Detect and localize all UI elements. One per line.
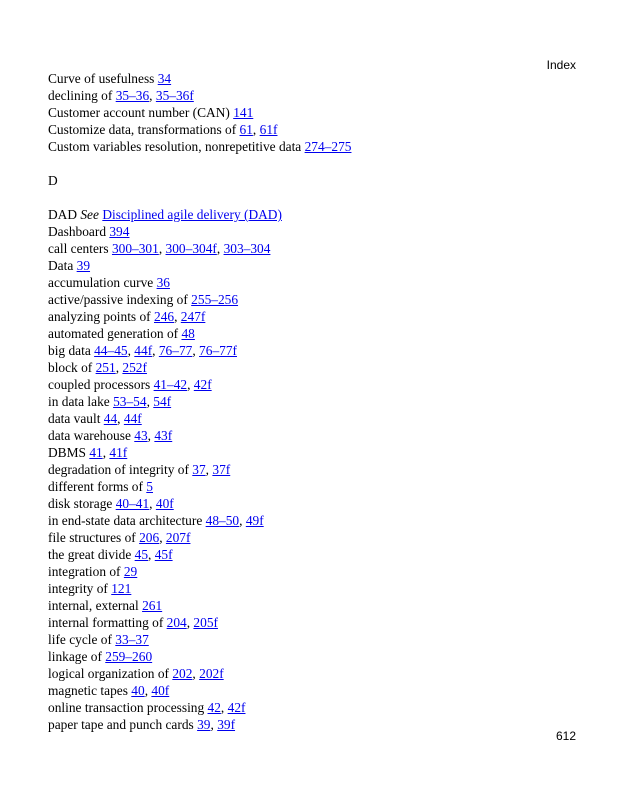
entry-term: paper tape and punch cards bbox=[48, 717, 198, 732]
index-entry: file structures of 206, 207f bbox=[48, 530, 191, 545]
page-link[interactable]: 76–77f bbox=[199, 343, 237, 358]
page-link[interactable]: 39f bbox=[217, 717, 236, 732]
page-link[interactable]: 259–260 bbox=[105, 649, 153, 664]
entry-term: the great divide bbox=[48, 547, 135, 562]
page-link[interactable]: 251 bbox=[95, 360, 116, 375]
entry-term: block of bbox=[48, 360, 96, 375]
index-entry: degradation of integrity of 37, 37f bbox=[48, 462, 231, 477]
entry-term: online transaction processing bbox=[48, 700, 208, 715]
page-link[interactable]: 202f bbox=[199, 666, 224, 681]
page-link[interactable]: 121 bbox=[111, 581, 132, 596]
page-link[interactable]: 45 bbox=[134, 547, 149, 562]
page-link[interactable]: 40f bbox=[155, 496, 174, 511]
entry-term: different forms of bbox=[48, 479, 147, 494]
page-link[interactable]: 205f bbox=[193, 615, 218, 630]
entry-term: Data bbox=[48, 258, 77, 273]
index-entry: the great divide 45, 45f bbox=[48, 547, 173, 562]
page-link[interactable]: 35–36 bbox=[115, 88, 150, 103]
entry-term: Dashboard bbox=[48, 224, 110, 239]
blank-line bbox=[48, 155, 588, 172]
entry-term: analyzing points of bbox=[48, 309, 154, 324]
see-reference-label: See bbox=[80, 207, 99, 222]
page-link[interactable]: 44f bbox=[123, 411, 142, 426]
page-link[interactable]: 246 bbox=[154, 309, 175, 324]
entry-term: internal, external bbox=[48, 598, 143, 613]
page-link[interactable]: 39 bbox=[197, 717, 211, 732]
page-number: 612 bbox=[555, 729, 576, 743]
entry-term: Custom variables resolution, nonrepetitive data bbox=[48, 139, 305, 154]
entry-term: DAD bbox=[48, 207, 81, 222]
page-link[interactable]: 303–304 bbox=[223, 241, 271, 256]
index-entry: DBMS 41, 41f bbox=[48, 445, 128, 460]
entry-term: data vault bbox=[48, 411, 104, 426]
page-link[interactable]: 141 bbox=[233, 105, 254, 120]
entry-term: Customize data, transformations of bbox=[48, 122, 240, 137]
index-entry: internal formatting of 204, 205f bbox=[48, 615, 218, 630]
page-link[interactable]: 39 bbox=[76, 258, 91, 273]
page-link[interactable]: 40f bbox=[151, 683, 170, 698]
page-link[interactable]: 61 bbox=[239, 122, 253, 137]
page-link[interactable]: 45f bbox=[154, 547, 173, 562]
page-link[interactable]: 35–36f bbox=[155, 88, 194, 103]
section-letter bbox=[48, 172, 588, 189]
entry-term: coupled processors bbox=[48, 377, 154, 392]
index-entry: in end-state data architecture 48–50, 49f bbox=[48, 513, 264, 528]
entry-term: accumulation curve bbox=[48, 275, 157, 290]
index-entry bbox=[48, 648, 588, 665]
index-entry: paper tape and punch cards 39, 39f bbox=[48, 717, 236, 732]
index-entry bbox=[48, 631, 588, 648]
index-entry: data vault 44, 44f bbox=[48, 411, 142, 426]
entry-term: active/passive indexing of bbox=[48, 292, 192, 307]
page-link[interactable]: 261 bbox=[142, 598, 163, 613]
index-entry: disk storage 40–41, 40f bbox=[48, 496, 174, 511]
page-link[interactable]: 53–54 bbox=[113, 394, 147, 409]
page-link[interactable]: 48 bbox=[181, 326, 195, 341]
entry-term: data warehouse bbox=[48, 428, 135, 443]
page-link[interactable]: 202 bbox=[172, 666, 193, 681]
entry-term: in end-state data architecture bbox=[48, 513, 206, 528]
page-link[interactable]: 43f bbox=[154, 428, 173, 443]
page-link[interactable]: 29 bbox=[123, 564, 138, 579]
entry-term: Curve of usefulness bbox=[48, 71, 158, 86]
page-link[interactable]: 41–42 bbox=[153, 377, 188, 392]
page-link[interactable]: 300–304f bbox=[165, 241, 217, 256]
index-entry: call centers 300–301, 300–304f, 303–304 bbox=[48, 241, 271, 256]
index-entry bbox=[48, 325, 588, 342]
entry-term: integrity of bbox=[48, 581, 112, 596]
page-link[interactable]: 394 bbox=[109, 224, 130, 239]
page-link[interactable]: 48–50 bbox=[205, 513, 240, 528]
index-entry bbox=[48, 138, 588, 155]
index-entry: block of 251, 252f bbox=[48, 360, 147, 375]
page-link[interactable]: 5 bbox=[146, 479, 153, 494]
page-link[interactable]: 54f bbox=[153, 394, 172, 409]
index-entry: big data 44–45, 44f, 76–77, 76–77f bbox=[48, 343, 237, 358]
page-link[interactable]: 44f bbox=[134, 343, 153, 358]
page-link[interactable]: 252f bbox=[122, 360, 147, 375]
index-entry: coupled processors 41–42, 42f bbox=[48, 377, 212, 392]
entry-term: disk storage bbox=[48, 496, 116, 511]
index-entry: declining of 35–36, 35–36f bbox=[48, 88, 194, 103]
index-entry: online transaction processing 42, 42f bbox=[48, 700, 246, 715]
page-link[interactable]: 204 bbox=[166, 615, 187, 630]
page-link[interactable]: 206 bbox=[139, 530, 160, 545]
entry-term: logical organization of bbox=[48, 666, 173, 681]
entry-term: linkage of bbox=[48, 649, 106, 664]
index-entry bbox=[48, 70, 588, 87]
page-link[interactable]: 37f bbox=[212, 462, 231, 477]
page-link[interactable]: 44–45 bbox=[94, 343, 128, 358]
page-link[interactable]: 49f bbox=[245, 513, 264, 528]
index-entry bbox=[48, 104, 588, 121]
index-entry bbox=[48, 206, 588, 223]
page-link[interactable]: 34 bbox=[157, 71, 172, 86]
page-link[interactable]: 37 bbox=[192, 462, 206, 477]
page-link[interactable]: 36 bbox=[156, 275, 170, 290]
index-entry bbox=[48, 580, 588, 597]
entry-term: life cycle of bbox=[48, 632, 116, 647]
index-entry bbox=[48, 291, 588, 308]
page-link[interactable]: 41f bbox=[109, 445, 128, 460]
entry-term: D bbox=[48, 173, 58, 188]
entry-term: declining of bbox=[48, 88, 116, 103]
page-link[interactable]: 33–37 bbox=[115, 632, 149, 647]
entry-term: automated generation of bbox=[48, 326, 182, 341]
index-entry: data warehouse 43, 43f bbox=[48, 428, 173, 443]
index-entry bbox=[48, 257, 588, 274]
entry-term: big data bbox=[48, 343, 95, 358]
page-link[interactable]: 61f bbox=[259, 122, 278, 137]
entry-term: magnetic tapes bbox=[48, 683, 132, 698]
page-link[interactable]: 300–301 bbox=[111, 241, 159, 256]
entry-term: integration of bbox=[48, 564, 124, 579]
page-link[interactable]: 255–256 bbox=[191, 292, 239, 307]
index-entry: Customize data, transformations of 61, 61f bbox=[48, 122, 278, 137]
entry-term: call centers bbox=[48, 241, 112, 256]
page-link[interactable]: 42 bbox=[207, 700, 221, 715]
index-entry bbox=[48, 223, 588, 240]
index-entry: analyzing points of 246, 247f bbox=[48, 309, 206, 324]
blank-line bbox=[48, 189, 588, 206]
index-entry bbox=[48, 478, 588, 495]
page-link[interactable]: 76–77 bbox=[158, 343, 193, 358]
entry-term: in data lake bbox=[48, 394, 114, 409]
page-link[interactable]: 40 bbox=[131, 683, 145, 698]
page-link[interactable]: 40–41 bbox=[115, 496, 150, 511]
entry-term: Customer account number (CAN) bbox=[48, 105, 234, 120]
index-entries bbox=[48, 70, 588, 733]
page-link[interactable]: 42f bbox=[227, 700, 246, 715]
index-entry bbox=[48, 563, 588, 580]
index-entry bbox=[48, 274, 588, 291]
index-entry bbox=[48, 597, 588, 614]
page-link[interactable]: 44 bbox=[103, 411, 118, 426]
entry-term: internal formatting of bbox=[48, 615, 167, 630]
page-link[interactable]: 42f bbox=[193, 377, 212, 392]
index-entry: logical organization of 202, 202f bbox=[48, 666, 224, 681]
index-entry: in data lake 53–54, 54f bbox=[48, 394, 172, 409]
page-link[interactable]: 274–275 bbox=[304, 139, 352, 154]
page-link[interactable]: 247f bbox=[180, 309, 206, 324]
page-link[interactable]: 41 bbox=[89, 445, 103, 460]
page-link[interactable]: Disciplined agile delivery (DAD) bbox=[102, 207, 282, 222]
page-link[interactable]: 43 bbox=[134, 428, 148, 443]
index-entry: magnetic tapes 40, 40f bbox=[48, 683, 170, 698]
running-header: Index bbox=[546, 58, 576, 72]
entry-term: degradation of integrity of bbox=[48, 462, 193, 477]
entry-term: file structures of bbox=[48, 530, 140, 545]
page-link[interactable]: 207f bbox=[165, 530, 191, 545]
entry-term: DBMS bbox=[48, 445, 90, 460]
